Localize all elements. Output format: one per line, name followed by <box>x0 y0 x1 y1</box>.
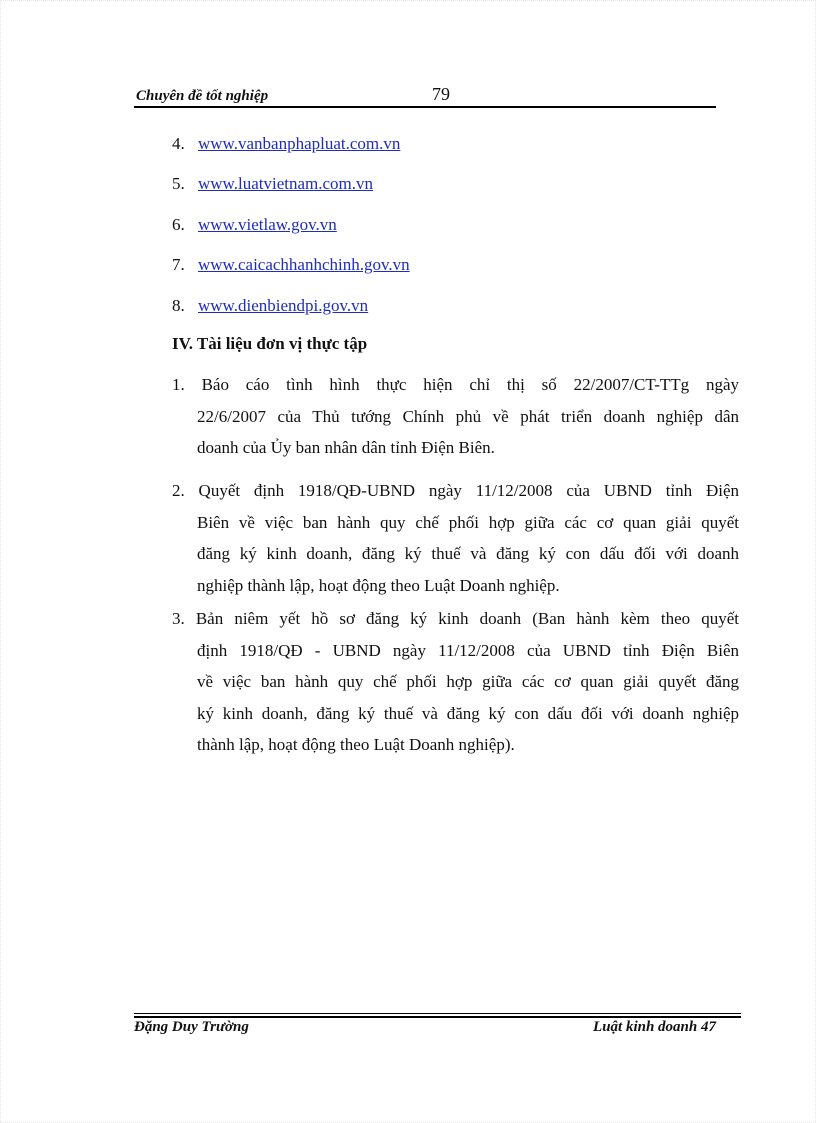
item-line: doanh của Ủy ban nhân dân tỉnh Điện Biên. <box>197 438 495 457</box>
item-line: thành lập, hoạt động theo Luật Doanh nghiệp). <box>197 735 515 754</box>
link-number: 8. <box>172 295 185 315</box>
item-line: về việc ban hành quy chế phối hợp giữa các cơ quan giải quyết đăng <box>197 672 739 691</box>
reference-links-list <box>172 132 410 334</box>
header-title: Chuyên đề tốt nghiệp <box>136 88 269 104</box>
link-vietlaw[interactable]: www.vietlaw.gov.vn <box>198 214 337 234</box>
footer-divider-thin <box>134 1013 741 1014</box>
item-line: 2. Quyết định 1918/QĐ-UBND ngày 11/12/2008 của UBND tỉnh Điện <box>172 481 739 500</box>
footer-author: Đặng Duy Trường <box>134 1019 249 1035</box>
document-item-2 <box>172 475 739 601</box>
link-item <box>172 253 410 293</box>
document-item-3 <box>172 603 739 761</box>
page-number: 79 <box>432 84 450 104</box>
link-luatvietnam[interactable]: www.luatvietnam.com.vn <box>198 174 373 194</box>
page-header <box>134 84 716 108</box>
link-item <box>172 294 410 334</box>
document-item-1 <box>172 369 739 464</box>
link-dienbiendpi[interactable]: www.dienbiendpi.gov.vn <box>198 295 369 315</box>
item-line: 3. Bản niêm yết hồ sơ đăng ký kinh doanh (Ban hành kèm theo quyết <box>172 609 739 628</box>
item-line: 1. Báo cáo tình hình thực hiện chỉ thị số 22/2007/CT-TTg ngày <box>172 375 739 394</box>
item-line: 22/6/2007 của Thủ tướng Chính phủ về phát triển doanh nghiệp dân <box>197 406 739 426</box>
link-vanbanphapluat[interactable]: www.vanbanphapluat.com.vn <box>198 134 401 153</box>
item-line: định 1918/QĐ - UBND ngày 11/12/2008 của UBND tỉnh Điện Biên <box>197 640 739 660</box>
link-number: 4. <box>172 134 185 153</box>
link-item <box>172 132 410 172</box>
footer-class: Luật kinh doanh 47 <box>593 1019 716 1035</box>
link-caicachhanhchinh[interactable]: www.caicachhanhchinh.gov.vn <box>198 255 410 275</box>
link-number: 7. <box>172 255 185 275</box>
link-number: 6. <box>172 214 185 234</box>
item-line: Biên về việc ban hành quy chế phối hợp giữa các cơ quan giải quyết <box>197 512 739 532</box>
link-item <box>172 213 410 253</box>
footer-divider-thick <box>134 1016 741 1018</box>
item-line: nghiệp thành lập, hoạt động theo Luật Doanh nghiệp. <box>197 575 560 595</box>
section-heading: IV. Tài liệu đơn vị thực tập <box>172 334 368 353</box>
link-item <box>172 172 410 212</box>
item-line: đăng ký kinh doanh, đăng ký thuế và đăng ký con dấu đối với doanh <box>197 544 739 563</box>
link-number: 5. <box>172 174 185 194</box>
item-line: ký kinh doanh, đăng ký thuế và đăng ký con dấu đối với doanh nghiệp <box>197 703 739 723</box>
